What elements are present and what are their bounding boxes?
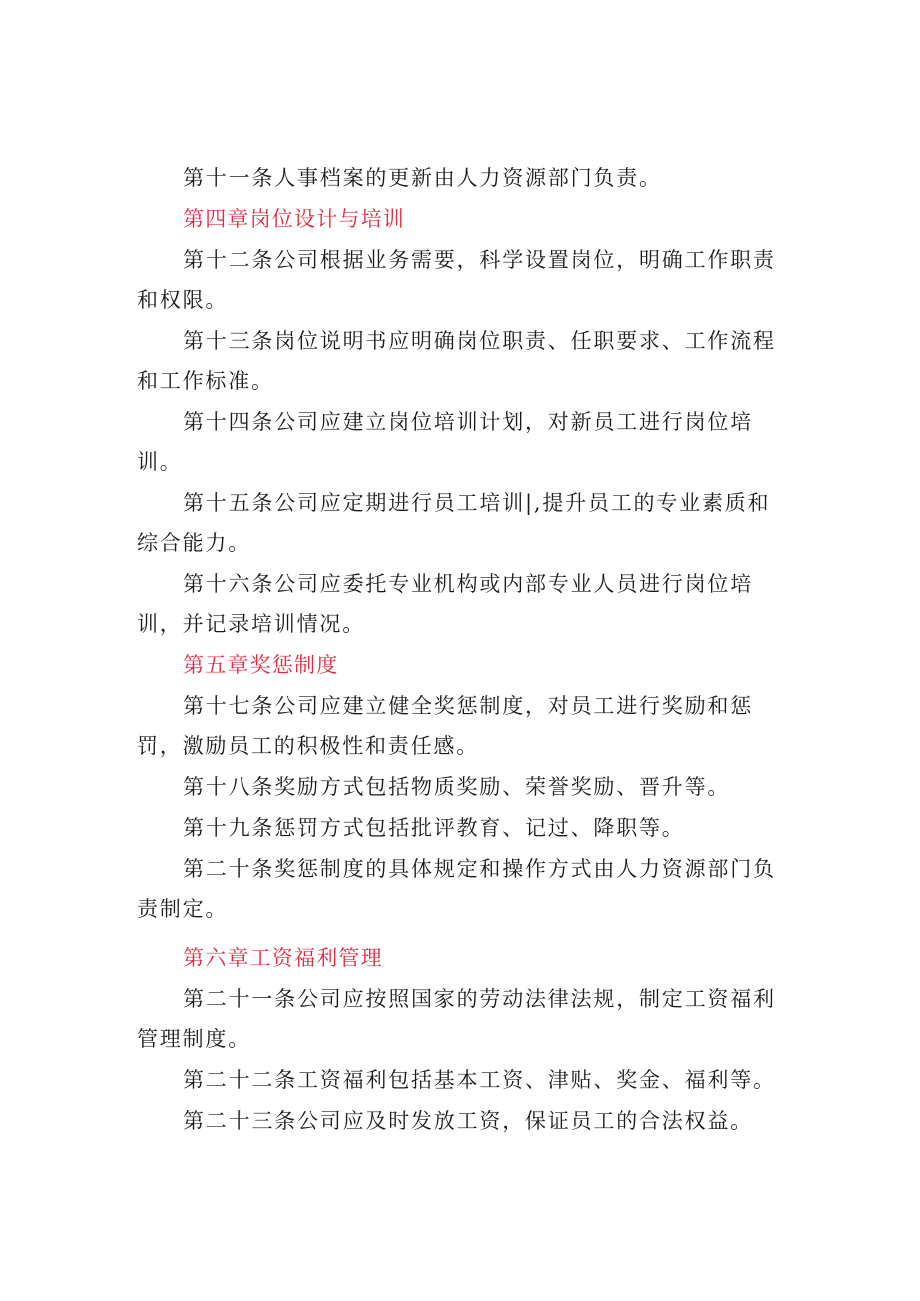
article-14: 第十四条公司应建立岗位培训计划，对新员工进行岗位培训。 xyxy=(137,410,753,474)
article-16: 第十六条公司应委托专业机构或内部专业人员进行岗位培训，并记录培训情况。 xyxy=(137,572,753,636)
article-18: 第十八条奖励方式包括物质奖励、荣誉奖励、晋升等。 xyxy=(183,775,731,799)
article-12: 第十二条公司根据业务需要，科学设置岗位，明确工作职责和权限。 xyxy=(137,248,776,312)
article-22: 第二十二条工资福利包括基本工资、津贴、奖金、福利等。 xyxy=(183,1068,776,1092)
document-body xyxy=(137,158,787,1142)
article-21: 第二十一条公司应按照国家的劳动法律法规，制定工资福利管理制度。 xyxy=(137,987,776,1051)
chapter-6-heading: 第六章工资福利管理 xyxy=(183,946,383,970)
article-13: 第十三条岗位说明书应明确岗位职责、任职要求、工作流程和工作标准。 xyxy=(137,329,776,393)
article-20: 第二十条奖惩制度的具体规定和操作方式由人力资源部门负责制定。 xyxy=(137,857,776,921)
article-15: 第十五条公司应定期进行员工培训|,提升员工的专业素质和综合能力。 xyxy=(137,491,771,555)
chapter-5-heading: 第五章奖惩制度 xyxy=(183,653,339,677)
article-19: 第十九条惩罚方式包括批评教育、记过、降职等。 xyxy=(183,816,685,840)
article-17: 第十七条公司应建立健全奖惩制度，对员工进行奖励和惩罚，激励员工的积极性和责任感。 xyxy=(137,694,753,758)
article-23: 第二十三条公司应及时发放工资，保证员工的合法权益。 xyxy=(183,1109,753,1133)
article-11: 第十一条人事档案的更新由人力资源部门负责。 xyxy=(183,166,662,190)
chapter-4-heading: 第四章岗位设计与培训 xyxy=(183,207,405,231)
